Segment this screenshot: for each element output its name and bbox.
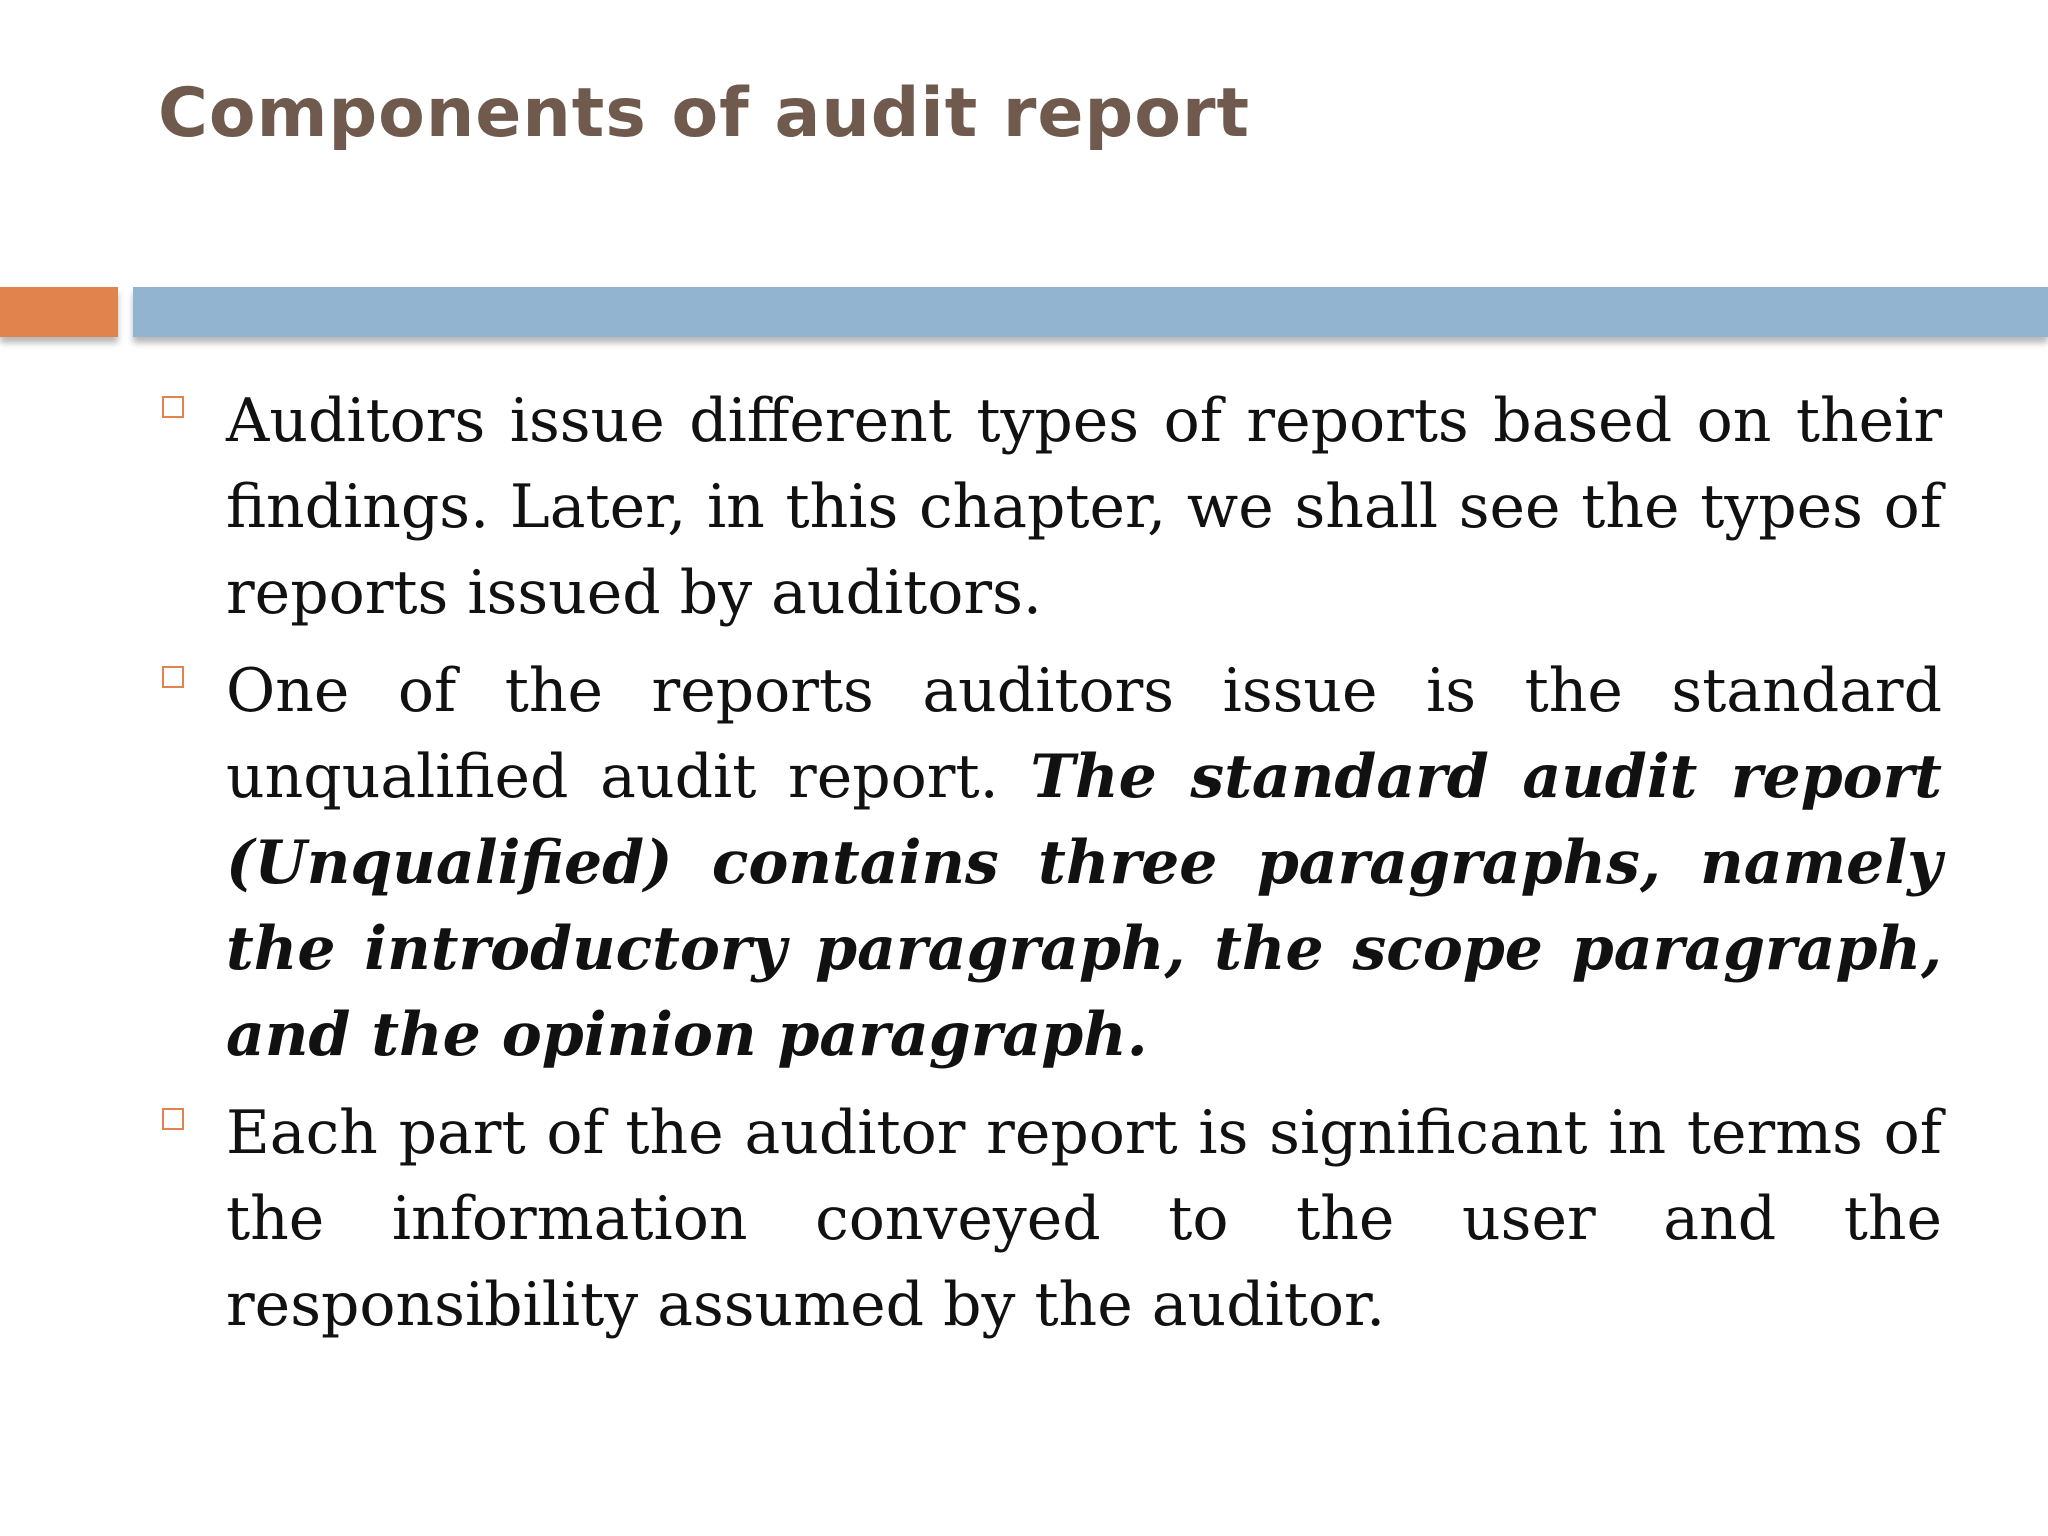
slide-title: Components of audit report (158, 74, 1250, 153)
bullet-text-1: Auditors issue different types of reports based on their findings. Later, in this chapter, we shall see the types of reports issued by auditors. (226, 386, 1942, 628)
bullet-text-2-emphasis: The standard audit report (Unqualified) contains three paragraphs, namely the introductory paragraph, the scope paragraph, and the opinion paragraph. (226, 742, 1942, 1070)
bullet-text-3: Each part of the auditor report is significant in terms of the information conveyed to the user and the responsibility assumed by the auditor. (226, 1098, 1942, 1340)
bullet-item-2 (158, 648, 1942, 1078)
accent-bar-blue (133, 287, 2048, 337)
square-bullet-icon (162, 1108, 184, 1130)
accent-bar-orange (0, 287, 118, 337)
bullet-list (158, 378, 1942, 1360)
bullet-item-3 (158, 1090, 1942, 1348)
bullet-item-1 (158, 378, 1942, 636)
square-bullet-icon (162, 666, 184, 688)
bullet-text-2: One of the reports auditors issue is the standard unqualified audit report. (226, 656, 1942, 812)
square-bullet-icon (162, 396, 184, 418)
